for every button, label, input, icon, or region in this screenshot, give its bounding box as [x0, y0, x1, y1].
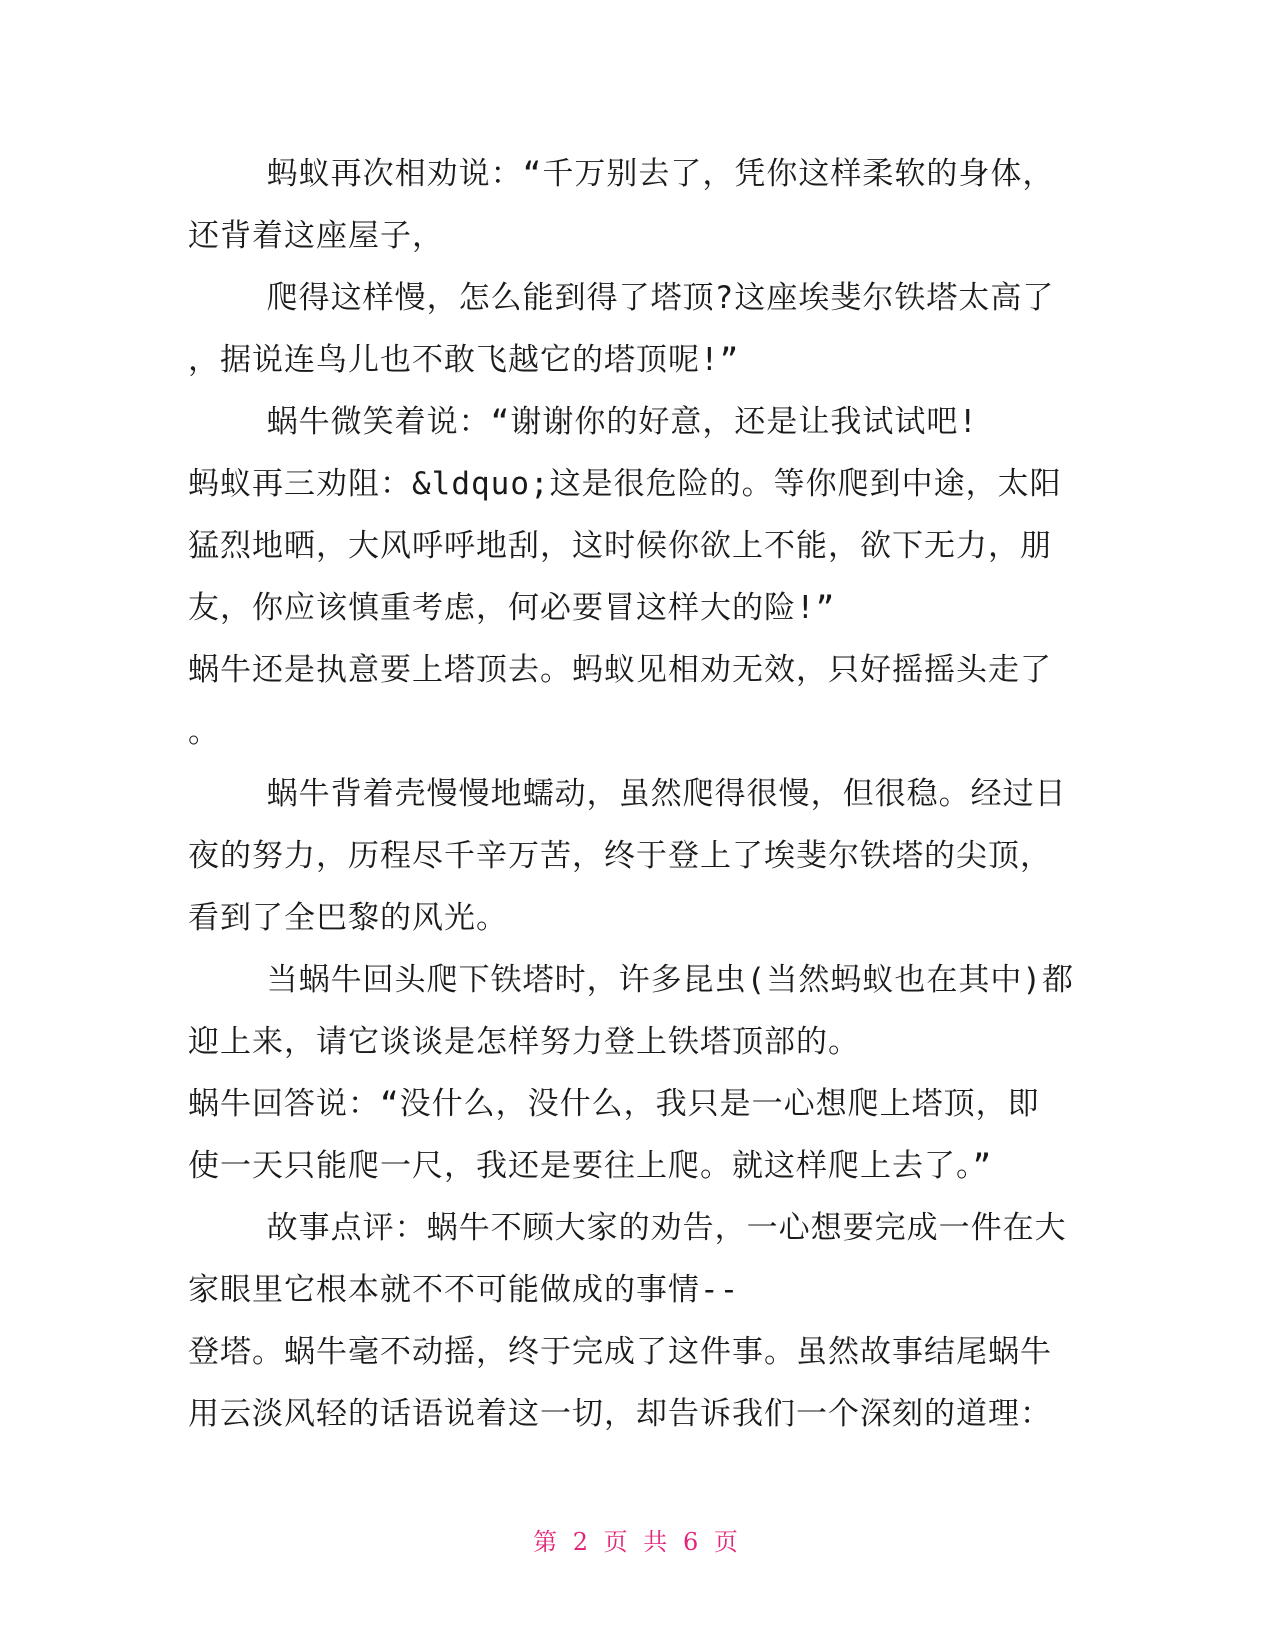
text-line: 友，你应该慎重考虑，何必要冒这样大的险!” — [188, 590, 836, 626]
text-line: 迎上来，请它谈谈是怎样努力登上铁塔顶部的。 — [188, 1024, 860, 1060]
text-line: 家眼里它根本就不不可能做成的事情-- — [188, 1272, 740, 1308]
text-line: 还背着这座屋子， — [188, 218, 444, 254]
text-line: 夜的努力，历程尽千辛万苦，终于登上了埃斐尔铁塔的尖顶， — [188, 838, 1052, 874]
text-line: 看到了全巴黎的风光。 — [188, 900, 508, 936]
text-line: 蜗牛回答说：“没什么，没什么，我只是一心想爬上塔顶，即 — [188, 1086, 1040, 1122]
text-line: 用云淡风轻的话语说着这一切，却告诉我们一个深刻的道理： — [188, 1396, 1052, 1432]
text-line: 爬得这样慢，怎么能到得了塔顶?这座埃斐尔铁塔太高了 — [188, 280, 1055, 316]
text-line: 使一天只能爬一尺，我还是要往上爬。就这样爬上去了。” — [188, 1148, 993, 1184]
document-body — [188, 143, 1093, 1445]
page-number-footer: 第 2 页 共 6 页 — [533, 1528, 742, 1556]
text-line: 蜗牛微笑着说：“谢谢你的好意，还是让我试试吧! — [188, 404, 978, 440]
text-line: ，据说连鸟儿也不敢飞越它的塔顶呢!” — [188, 342, 740, 378]
text-line: 蜗牛背着壳慢慢地蠕动，虽然爬得很慢，但很稳。经过日 — [188, 776, 1067, 812]
text-line: 当蜗牛回头爬下铁塔时，许多昆虫(当然蚂蚁也在其中)都 — [188, 962, 1074, 998]
text-line: 登塔。蜗牛毫不动摇，终于完成了这件事。虽然故事结尾蜗牛 — [188, 1334, 1052, 1370]
text-line: 猛烈地晒，大风呼呼地刮，这时候你欲上不能，欲下无力，朋 — [188, 528, 1052, 564]
text-line: 蚂蚁再三劝阻：&ldquo;这是很危险的。等你爬到中途，太阳 — [188, 466, 1062, 502]
text-line: 蜗牛还是执意要上塔顶去。蚂蚁见相劝无效，只好摇摇头走了 — [188, 652, 1052, 688]
text-line: 蚂蚁再次相劝说：“千万别去了，凭你这样柔软的身体， — [188, 156, 1055, 192]
text-line: 故事点评：蜗牛不顾大家的劝告，一心想要完成一件在大 — [188, 1210, 1067, 1246]
text-line: 。 — [188, 714, 220, 750]
